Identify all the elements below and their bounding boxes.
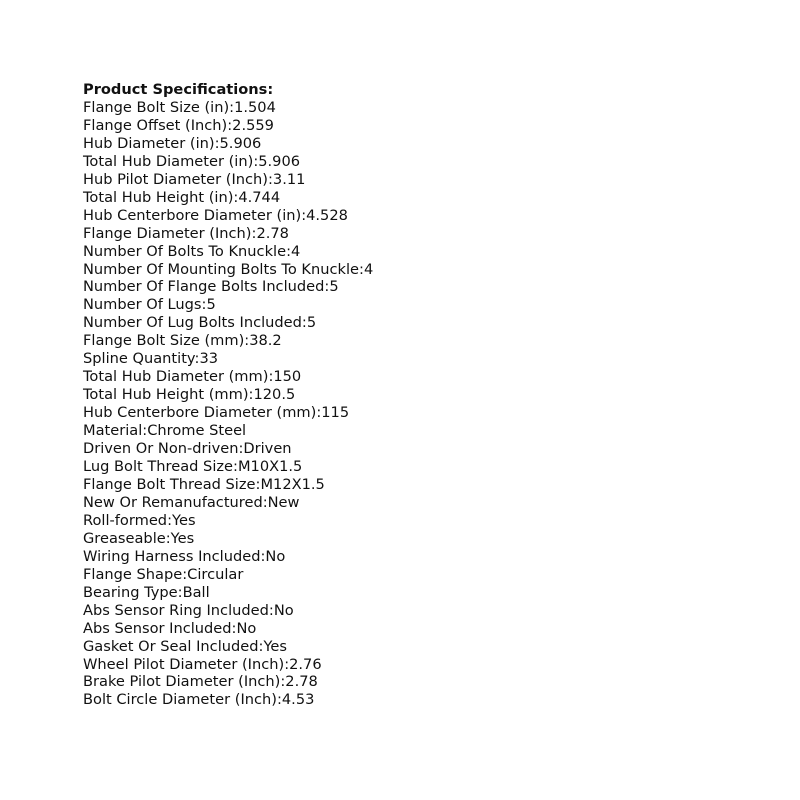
spec-label: Flange Bolt Size (mm) (83, 332, 245, 350)
spec-separator: : (324, 278, 330, 296)
spec-label: Number Of Lugs (83, 296, 202, 314)
spec-line (83, 422, 763, 440)
spec-separator: : (255, 475, 261, 493)
spec-label: Flange Bolt Thread Size (83, 475, 256, 493)
spec-label: Hub Centerbore Diameter (mm) (83, 404, 317, 422)
spec-separator: : (284, 655, 290, 673)
spec-value: 4 (363, 260, 374, 278)
spec-label: Greaseable (83, 529, 166, 547)
spec-separator: : (301, 206, 307, 224)
spec-label: Number Of Bolts To Knuckle (83, 242, 287, 260)
spec-line (83, 99, 763, 117)
spec-value: 5.906 (219, 134, 262, 152)
spec-value: Ball (182, 583, 210, 601)
spec-separator: : (359, 260, 364, 278)
spec-line (83, 530, 763, 548)
spec-label: Total Hub Diameter (mm) (83, 368, 269, 386)
spec-line (83, 386, 763, 404)
spec-label: Material (83, 422, 143, 440)
spec-value: 38.2 (249, 332, 282, 350)
spec-separator: : (142, 422, 148, 440)
spec-label: Flange Shape (83, 565, 183, 583)
spec-label: Spline Quantity (83, 350, 195, 368)
spec-line (83, 332, 763, 350)
spec-separator: : (214, 134, 220, 152)
spec-value: Yes (171, 511, 196, 529)
spec-value: 4 (291, 242, 301, 260)
spec-value: M12X1.5 (260, 475, 325, 493)
spec-line (83, 620, 763, 638)
spec-line (83, 117, 763, 135)
spec-value: 150 (273, 368, 302, 386)
spec-separator: : (251, 224, 257, 242)
spec-list (83, 99, 763, 709)
spec-value: 5.906 (258, 152, 301, 170)
spec-separator: : (301, 314, 307, 332)
spec-line (83, 171, 763, 189)
spec-separator: : (248, 386, 254, 404)
spec-value: 4.528 (306, 206, 348, 224)
spec-line (83, 656, 763, 674)
spec-label: Abs Sensor Included (83, 619, 232, 637)
spec-label: Total Hub Height (in) (83, 188, 234, 206)
spec-value: 5 (206, 296, 216, 314)
spec-separator: : (268, 601, 274, 619)
spec-value: Yes (263, 637, 288, 655)
spec-separator: : (258, 637, 264, 655)
spec-value: No (236, 619, 257, 637)
spec-line (83, 189, 763, 207)
spec-label: Flange Bolt Size (in) (83, 98, 230, 116)
spec-label: Hub Diameter (in) (83, 134, 215, 152)
spec-line (83, 548, 763, 566)
spec-separator: : (316, 404, 322, 422)
spec-separator: : (233, 188, 239, 206)
spec-line (83, 207, 763, 225)
spec-label: Wheel Pilot Diameter (Inch) (83, 655, 285, 673)
spec-value: Chrome Steel (147, 422, 247, 440)
spec-label: Number Of Lug Bolts Included (83, 314, 302, 332)
spec-separator: : (238, 440, 244, 458)
spec-separator: : (201, 296, 207, 314)
spec-separator: : (260, 547, 266, 565)
spec-line (83, 691, 763, 709)
spec-value: 2.78 (256, 224, 289, 242)
spec-line (83, 458, 763, 476)
spec-separator: : (231, 619, 237, 637)
spec-line (83, 584, 763, 602)
spec-separator: : (268, 170, 273, 188)
spec-value: 1.504 (234, 98, 276, 116)
spec-line (83, 261, 763, 279)
spec-label: Wiring Harness Included (83, 547, 261, 565)
spec-value: Driven (243, 440, 292, 458)
spec-label: Flange Diameter (Inch) (83, 224, 252, 242)
spec-line (83, 278, 763, 296)
spec-line (83, 296, 763, 314)
spec-value: 120.5 (253, 386, 296, 404)
spec-separator: : (229, 98, 235, 116)
spec-separator: : (227, 116, 233, 134)
spec-separator: : (177, 583, 183, 601)
spec-value: 3.11 (272, 170, 306, 188)
spec-label: Hub Centerbore Diameter (in) (83, 206, 302, 224)
spec-title: Product Specifications: (83, 81, 274, 98)
spec-line (83, 602, 763, 620)
spec-label: Bolt Circle Diameter (Inch) (83, 691, 277, 709)
spec-line (83, 440, 763, 458)
spec-label: Hub Pilot Diameter (Inch) (83, 170, 268, 188)
spec-separator: : (167, 511, 172, 529)
spec-value: 5 (329, 278, 339, 296)
spec-line (83, 638, 763, 656)
spec-label: Roll-formed (83, 511, 168, 529)
spec-value: Yes (170, 529, 195, 547)
spec-separator: : (253, 152, 259, 170)
spec-separator: : (182, 565, 188, 583)
product-specifications (83, 81, 763, 709)
spec-line (83, 512, 763, 530)
spec-label: Brake Pilot Diameter (Inch) (83, 673, 281, 691)
spec-line (83, 673, 763, 691)
spec-label: Number Of Flange Bolts Included (83, 278, 325, 296)
spec-line (83, 404, 763, 422)
spec-label: Number Of Mounting Bolts To Knuckle (83, 260, 360, 278)
spec-label: Gasket Or Seal Included (83, 637, 259, 655)
spec-line (83, 314, 763, 332)
spec-value: 2.76 (289, 655, 322, 673)
spec-separator: : (233, 458, 238, 476)
spec-label: Total Hub Diameter (in) (83, 152, 254, 170)
spec-line (83, 350, 763, 368)
spec-line (83, 225, 763, 243)
spec-label: Flange Offset (Inch) (83, 116, 228, 134)
spec-separator: : (280, 673, 286, 691)
spec-value: 4.53 (281, 691, 315, 709)
spec-label: Lug Bolt Thread Size (83, 458, 234, 476)
spec-value: 2.78 (285, 673, 318, 691)
spec-value: No (265, 547, 286, 565)
spec-value: New (267, 493, 300, 511)
spec-line (83, 494, 763, 512)
spec-separator: : (276, 691, 282, 709)
spec-value: 115 (321, 404, 350, 422)
spec-line (83, 566, 763, 584)
spec-label: Driven Or Non-driven (83, 440, 239, 458)
spec-value: M10X1.5 (237, 458, 303, 476)
spec-value: No (273, 601, 294, 619)
spec-value: 5 (306, 314, 317, 332)
spec-separator: : (268, 368, 274, 386)
spec-label: New Or Remanufactured (83, 493, 263, 511)
spec-label: Bearing Type (83, 583, 178, 601)
spec-line (83, 153, 763, 171)
spec-line (83, 243, 763, 261)
spec-label: Abs Sensor Ring Included (83, 601, 269, 619)
spec-separator: : (286, 242, 291, 260)
spec-separator: : (262, 493, 268, 511)
spec-value: 33 (199, 350, 219, 368)
spec-value: 2.559 (232, 116, 274, 134)
spec-value: Circular (187, 565, 244, 583)
spec-separator: : (165, 529, 171, 547)
spec-label: Total Hub Height (mm) (83, 386, 249, 404)
spec-separator: : (194, 350, 200, 368)
spec-line (83, 368, 763, 386)
spec-separator: : (244, 332, 250, 350)
spec-value: 4.744 (238, 188, 281, 206)
spec-line (83, 476, 763, 494)
spec-line (83, 135, 763, 153)
